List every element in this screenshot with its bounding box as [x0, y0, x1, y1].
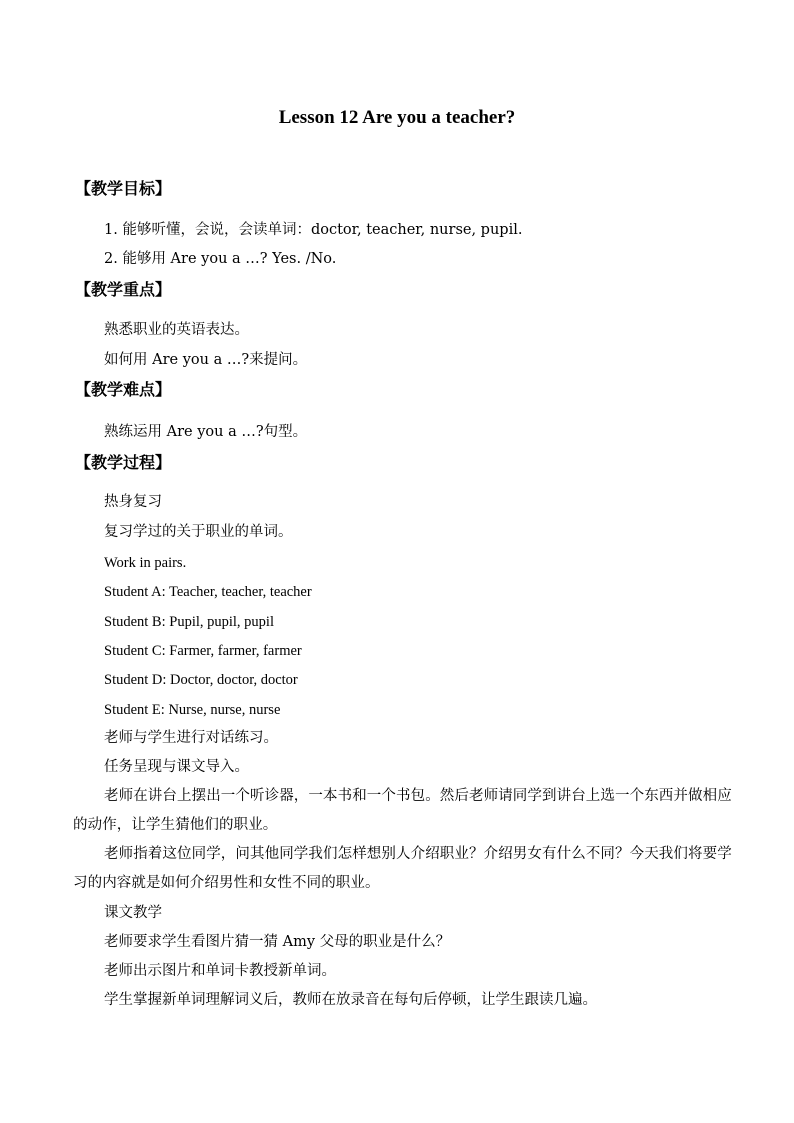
key-point-line-2: 如何用 Are you a …?来提问。 [104, 352, 308, 368]
student-line-c: Student C: Farmer, farmer, farmer [104, 643, 302, 659]
heading-teaching-goals: 【教学目标】 [75, 179, 172, 198]
process-line: 复习学过的关于职业的单词。 [104, 524, 293, 540]
goal-item-2: 2. 能够用 Are you a …? Yes. /No. [104, 251, 337, 267]
process-line: 老师要求学生看图片猜一猜 Amy 父母的职业是什么？ [104, 934, 451, 950]
process-line: Work in pairs. [104, 555, 187, 571]
student-line-a: Student A: Teacher, teacher, teacher [104, 584, 312, 600]
key-point-line-1: 熟悉职业的英语表达。 [104, 322, 249, 338]
heading-teaching-process: 【教学过程】 [75, 453, 172, 472]
difficulty-line-1: 熟练运用 Are you a …?句型。 [104, 424, 308, 440]
student-line-b: Student B: Pupil, pupil, pupil [104, 614, 274, 630]
process-line: 任务呈现与课文导入。 [104, 759, 249, 775]
goal-item-1: 1. 能够听懂，会说，会读单词：doctor, teacher, nurse, pupil. [104, 222, 523, 238]
process-line: 老师与学生进行对话练习。 [104, 730, 278, 746]
heading-key-points: 【教学重点】 [75, 280, 172, 299]
document-title: Lesson 12 Are you a teacher? [278, 107, 516, 128]
process-line: 学生掌握新单词理解词义后，教师在放录音在每句后停顿，让学生跟读几遍。 [104, 992, 597, 1008]
student-line-e: Student E: Nurse, nurse, nurse [104, 702, 281, 718]
process-line: 老师出示图片和单词卡教授新单词。 [104, 963, 336, 979]
heading-difficulties: 【教学难点】 [75, 380, 172, 399]
process-paragraph-1: 老师在讲台上摆出一个听诊器，一本书和一个书包。然后老师请同学到讲台上选一个东西并做相应的动作，让学生猜他们的职业。 [73, 788, 732, 833]
process-line: 课文教学 [104, 905, 162, 921]
process-line: 热身复习 [104, 494, 162, 510]
student-line-d: Student D: Doctor, doctor, doctor [104, 672, 298, 688]
process-paragraph-2: 老师指着这位同学，问其他同学我们怎样想别人介绍职业？介绍男女有什么不同？今天我们将要学习的内容就是如何介绍男性和女性不同的职业。 [73, 846, 732, 891]
